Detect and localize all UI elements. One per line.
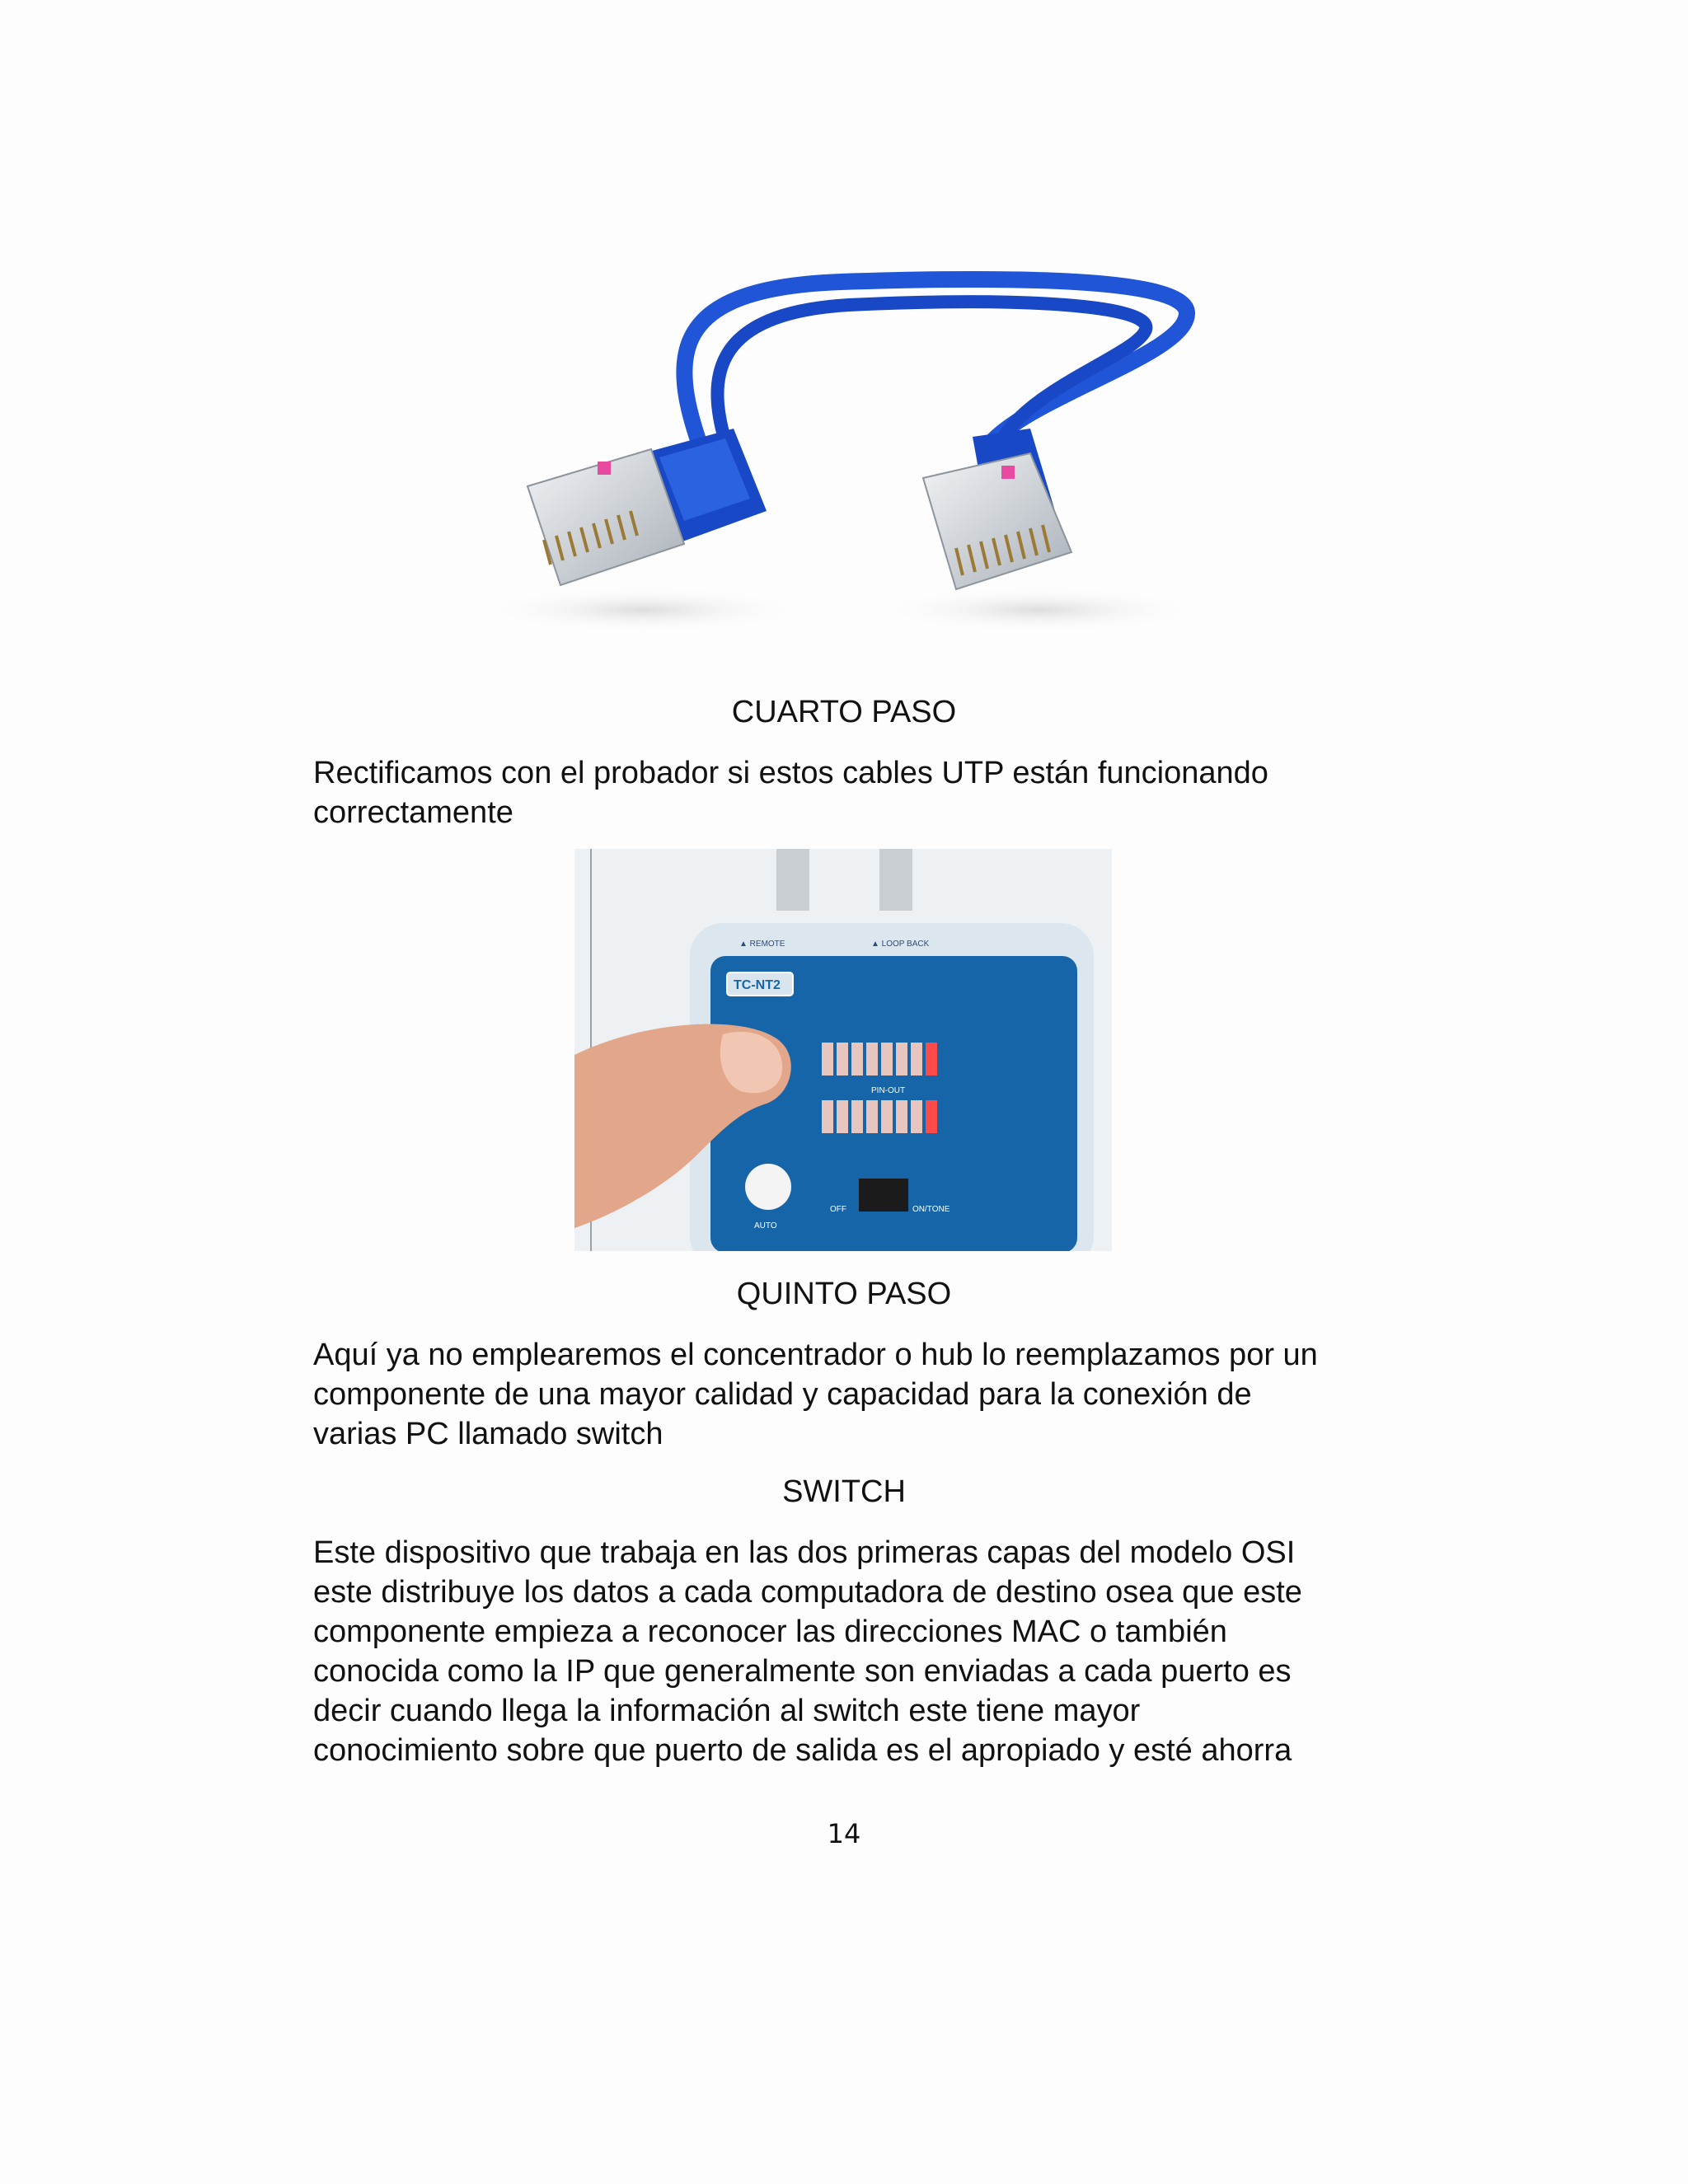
svg-text:ON/TONE: ON/TONE	[912, 1205, 950, 1214]
paragraph-cuarto-paso: Rectificamos con el probador si estos cables UTP están funcionando correctamente	[313, 756, 1268, 830]
cable-tester-icon	[574, 849, 1112, 1251]
page-number: 14	[827, 1818, 861, 1849]
section-title-cuarto-paso: CUARTO PASO	[731, 695, 957, 729]
svg-text:▲ LOOP BACK: ▲ LOOP BACK	[871, 940, 930, 949]
svg-text:OFF: OFF	[830, 1205, 846, 1214]
svg-text:PIN-OUT: PIN-OUT	[871, 1086, 906, 1095]
rj45-patch-cable-icon	[462, 264, 1253, 643]
svg-text:▲ REMOTE: ▲ REMOTE	[739, 940, 785, 949]
figure-cable-tester	[574, 849, 1112, 1251]
section-title-quinto-paso: QUINTO PASO	[736, 1277, 952, 1311]
paragraph-switch: Este dispositivo que trabaja en las dos primeras capas del modelo OSI este distribuye los datos a cada computadora de destino osea que este componente empieza a reconocer las direcciones MAC o también conocida como la IP que generalmente son enviadas a cada puerto es decir cuando llega la información al switch este tiene mayor conocimiento sobre que puerto de salida es el apropiado y esté ahorra	[313, 1535, 1302, 1768]
svg-text:AUTO: AUTO	[754, 1221, 777, 1230]
svg-text:TC-NT2: TC-NT2	[734, 978, 781, 992]
figure-utp-cable	[462, 264, 1253, 643]
section-title-switch: SWITCH	[782, 1474, 906, 1509]
paragraph-quinto-paso: Aquí ya no emplearemos el concentrador o hub lo reemplazamos por un componente de una mayor calidad y capacidad para la conexión de varias PC llamado switch	[313, 1338, 1318, 1451]
